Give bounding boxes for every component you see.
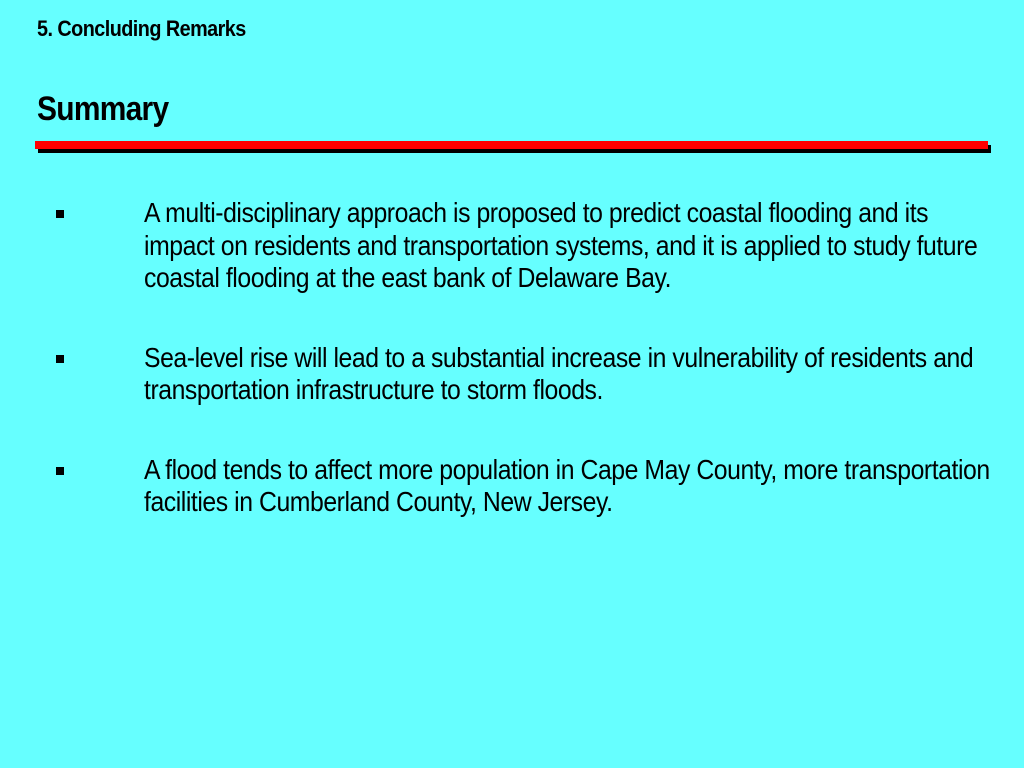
square-bullet-icon [56,210,64,218]
bullet-text: A flood tends to affect more population in Cape May County, more transportation facilities in Cumberland County, New Jersey. [144,453,990,517]
square-bullet-icon [56,355,64,363]
section-heading: 5. Concluding Remarks [37,16,246,41]
square-bullet-icon [56,467,64,475]
bullet-item [0,197,1024,295]
bullet-text: A multi-disciplinary approach is proposed to predict coastal flooding and its impact on residents and transportation systems, and it is applied to study future coastal flooding at the east bank of Delaware Bay. [144,197,978,293]
bullet-item [0,454,1024,519]
bullet-text: Sea-level rise will lead to a substantial increase in vulnerability of residents and transportation infrastructure to storm floods. [144,341,974,405]
bullet-list [0,197,1024,566]
title-rule [35,141,988,149]
bullet-item [0,342,1024,407]
slide-title: Summary [37,90,169,128]
